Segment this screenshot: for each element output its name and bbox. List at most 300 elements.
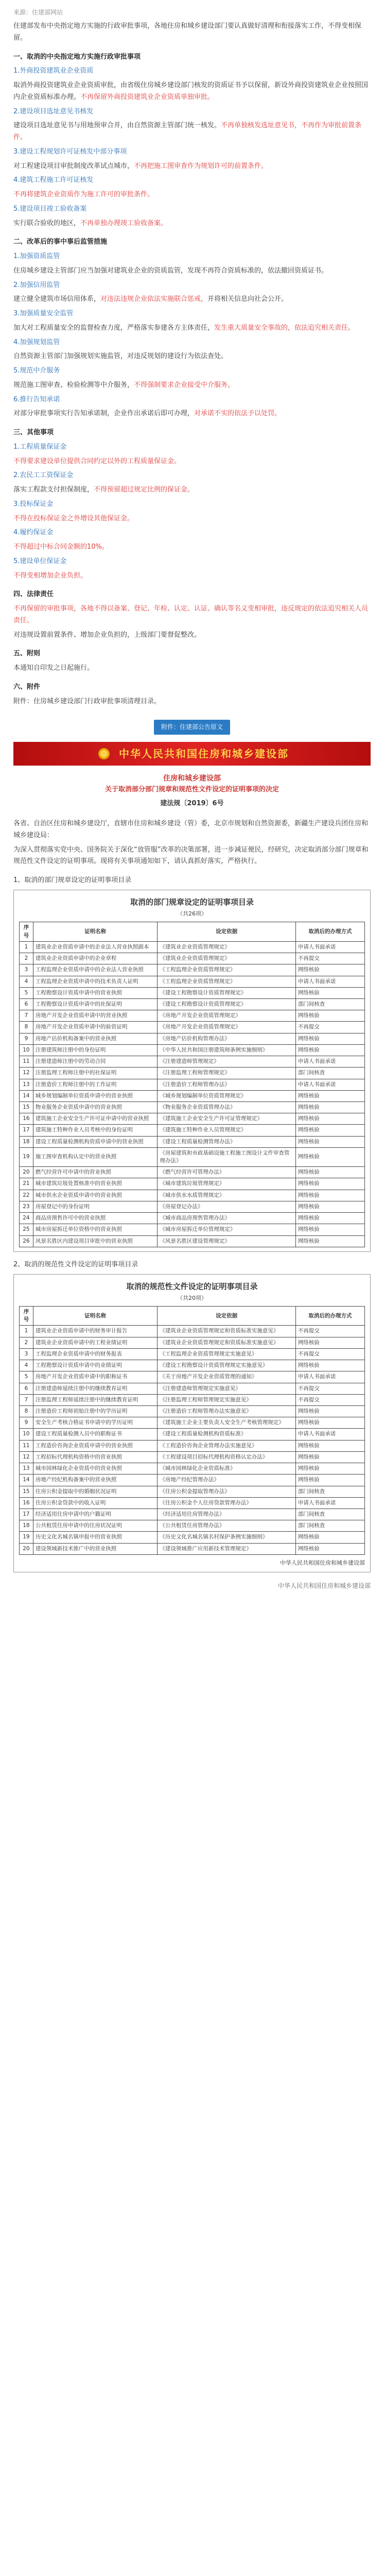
table-1-cell: 工程勘察设计资质申请中的社保证明 [33,998,158,1010]
table-1-cell: 22 [20,1190,33,1201]
table-2-cell: 13 [20,1463,33,1475]
table-2-cell: 《经济适用住房管理办法》 [158,1509,295,1520]
table-row [20,1213,365,1224]
table-1-cell: 部门间核查 [295,998,364,1010]
table-1-header-cell: 证明名称 [33,922,158,941]
table-row [20,1360,365,1371]
table-1-cell: 《工程监理企业资质管理规定》 [158,976,295,987]
table-1-cell: 19 [20,1147,33,1166]
table-1-cell: 《建设工程勘察设计资质管理规定》 [158,998,295,1010]
other-item-heading: 5.建设单位保证金 [13,557,67,565]
table-row [20,1090,365,1101]
table-1-cell: 注册造价工程师注册中的工作证明 [33,1079,158,1090]
table-1-cell: 12 [20,1067,33,1079]
table-1-cell: 不再提交 [295,1022,364,1033]
table-row [20,1235,365,1247]
table-row [20,1463,365,1475]
table-1-cell: 《城乡规划编制单位资质管理规定》 [158,1090,295,1101]
attachment-2-title: 2、取消的规范性文件设定的证明事项目录 [13,1260,138,1268]
table-1-cell: 18 [20,1136,33,1147]
table-row [20,1136,365,1147]
table-2-cell: 工程招标代理机构资格中的营业执照 [33,1451,158,1463]
table-row [20,1440,365,1451]
approval-item-text [13,80,371,104]
banner-title: 中华人民共和国住房和城乡建设部 [119,747,289,760]
table-row [20,1201,365,1212]
table-2-cell: 网络核验 [295,1451,364,1463]
table-1-cell: 不再提交 [295,953,364,964]
table-row [20,987,365,998]
table-2 [19,1306,365,1555]
table-1-cell: 物业服务企业资质申请中的营业执照 [33,1101,158,1113]
other-item-highlight: 不得要求建设单位提供合同约定以外的工程质量保证金。 [13,457,181,465]
table-1-cell: 8 [20,1022,33,1033]
table-1-cell: 《注册监理工程师管理规定》 [158,1067,295,1079]
approval-item-text [13,120,371,144]
table-1-cell: 《城市建筑垃圾管理规定》 [158,1178,295,1190]
table-1-cell: 1 [20,941,33,953]
table-1-cell: 建筑施工企业安全生产许可证申请中的营业执照 [33,1113,158,1125]
supervision-item-body: 自然资源主管部门加强规划实施监管，对违反规划的建设行为依法查处。 [13,352,228,361]
table-2-cell: 《建筑业企业资质管理规定和资质标准实施意见》 [158,1337,295,1348]
table-2-cell: 住房公积金提取中的婚姻状况证明 [33,1486,158,1497]
sheet-signature: 中华人民共和国住房和城乡建设部 [280,1559,365,1566]
table-1-cell: 工程监理企业资质申请中的企业法人营业执照 [33,964,158,976]
table-1-cell: 《风景名胜区建设管理规定》 [158,1235,295,1247]
table-2-cell: 《建设领域推广应用新技术管理规定》 [158,1543,295,1554]
table-1-cell: 房地产估价机构备案中的营业执照 [33,1033,158,1044]
supervision-item-text [13,380,371,392]
table-2-cell: 网络核验 [295,1532,364,1543]
table-2-cell: 网络核验 [295,1417,364,1429]
table-row [20,964,365,976]
table-1-cell: 网络核验 [295,1136,364,1147]
table-1-cell: 《燃气经营许可管理办法》 [158,1167,295,1178]
table-1-cell: 《建筑施工特种作业人员管理规定》 [158,1125,295,1136]
table-row [20,1079,365,1090]
approval-item-heading: 4.建筑工程施工许可证核发 [13,176,94,184]
table-2-cell: 网络核验 [295,1406,364,1417]
table-2-cell: 11 [20,1440,33,1451]
other-item-highlight: 不得变相增加企业负担。 [13,571,88,580]
table-2-cell: 安全生产考核合格证书申请中的学历证明 [33,1417,158,1429]
table-2-cell: 12 [20,1451,33,1463]
approval-item-text [13,189,371,201]
table-row [20,1406,365,1417]
table-1-cell: 网络核验 [295,1113,364,1125]
table-row [20,1113,365,1125]
table-1-cell: 商品房预售许可中的营业执照 [33,1213,158,1224]
table-1-cell: 网络核验 [295,1235,364,1247]
table-row [20,1520,365,1532]
table-2-cell: 房地产经纪机构备案中的营业执照 [33,1475,158,1486]
table-2-cell: 公共租赁住房申请中的住房状况证明 [33,1520,158,1532]
table-1-cell: 《房屋登记办法》 [158,1201,295,1212]
table-2-cell: 2 [20,1337,33,1348]
table-2-cell: 6 [20,1383,33,1394]
approval-item-text [13,218,371,230]
table-row [20,1486,365,1497]
table-row [20,1044,365,1056]
source-line: 来源：住建部网站 [13,9,63,16]
table-1-cell: 建筑施工特种作业人员考核中的身份证明 [33,1125,158,1136]
other-item-highlight: 不得超过中标合同金额的10%。 [13,543,109,551]
table-1-cell: 14 [20,1090,33,1101]
table-2-cell: 5 [20,1371,33,1383]
section-heading-6: 六、附件 [13,683,41,691]
table-1-cell: 15 [20,1101,33,1113]
table-2-cell: 《历史文化名城名镇名村保护条例实施细则》 [158,1532,295,1543]
supervision-item-tail: 并将相关信息向社会公开。 [207,295,288,303]
table-1-cell: 建筑业企业资质申请中的企业法人营业执照副本 [33,941,158,953]
table-1-cell: 10 [20,1044,33,1056]
table-row [20,1509,365,1520]
table-2-cell: 申请人书面承诺 [295,1497,364,1509]
supervision-item-highlight: 对违法违规企业依法实施联合惩戒， [100,295,208,303]
table-2-cell: 建筑业企业资质申请中的财务审计报告 [33,1326,158,1337]
table-1-cell: 网络核验 [295,987,364,998]
supervision-item-heading: 5.规范中介服务 [13,367,60,375]
end-text: 附件：住房城乡建设部门行政审批事项清理目录。 [13,697,161,705]
table-1-cell: 23 [20,1201,33,1212]
table-1-cell: 网络核验 [295,1010,364,1022]
table-2-cell: 《注册监理工程师管理规定实施意见》 [158,1394,295,1405]
table-2-cell: 《工程建设项目招标代理机构资格认定办法》 [158,1451,295,1463]
table-2-cell: 注册造价工程师初始注册中的学历证明 [33,1406,158,1417]
table-row [20,1056,365,1067]
other-item-text [13,570,371,582]
table-1-cell: 网络核验 [295,1125,364,1136]
table-2-cell: 《公共租赁住房管理办法》 [158,1520,295,1532]
table-row [20,1178,365,1190]
attachment-1-title: 1、取消的部门规章设定的证明事项目录 [13,876,132,885]
table-1-cell: 网络核验 [295,1101,364,1113]
table-2-cell: 《城市园林绿化企业资质标准》 [158,1463,295,1475]
approval-item-heading: 5.建设项目竣工验收备案 [13,205,87,213]
table-1-header-row [20,922,365,941]
table-2-cell: 网络核验 [295,1475,364,1486]
table-2-cell: 17 [20,1509,33,1520]
page-footer: 中华人民共和国住房和城乡建设部 [277,1582,371,1590]
table-2-cell: 《注册造价工程师管理办法实施意见》 [158,1406,295,1417]
table-2-cell: 《关于房地产开发企业资质管理的通知》 [158,1371,295,1383]
table-2-cell: 历史文化名城名镇申报中的营业执照 [33,1532,158,1543]
table-2-cell: 申请人书面承诺 [295,1371,364,1383]
table-1-cell: 城乡规划编制单位资质申请中的营业执照 [33,1090,158,1101]
table-1-cell: 建筑业企业资质申请中的企业章程 [33,953,158,964]
other-items-list [13,442,371,582]
table-2-cell: 网络核验 [295,1440,364,1451]
supervision-item-heading: 1.加强资质监管 [13,252,60,260]
table-1-cell: 网络核验 [295,964,364,976]
section-heading-3: 三、其他事项 [13,429,54,436]
table-1-cell: 城市供水企业资质申请中的营业执照 [33,1190,158,1201]
table-1-cell: 网络核验 [295,1213,364,1224]
table-1-cell: 7 [20,1010,33,1022]
approval-item-heading: 1.外商投资建筑业企业资质 [13,67,94,75]
table-2-cell: 《住房公积金提取管理办法》 [158,1486,295,1497]
supervision-list [13,251,371,420]
attachment-2-sheet [13,1274,371,1573]
table-2-cell: 《建设工程勘察设计资质管理规定实施意见》 [158,1360,295,1371]
table-1-cell: 《建筑业企业资质管理规定》 [158,953,295,964]
table-2-cell: 15 [20,1486,33,1497]
table-row [20,1371,365,1383]
table-2-header-cell: 证明名称 [33,1307,158,1326]
table-1-cell: 17 [20,1125,33,1136]
table-row [20,1475,365,1486]
table-1-cell: 《中华人民共和国注册建筑师条例实施细则》 [158,1044,295,1056]
other-item-highlight: 不得在投标保证金之外增设其他保证金。 [13,514,134,522]
table-2-cell: 不再提交 [295,1326,364,1337]
other-item-heading: 2.农民工工资保证金 [13,471,74,480]
other-item-heading: 1.工程质量保证金 [13,443,67,451]
other-item-body: 落实工程款支付担保制度， [13,486,94,494]
table-1-cell: 燃气经营许可申请中的营业执照 [33,1167,158,1178]
supervision-item-heading: 4.加强规划监管 [13,338,60,346]
table-2-cell: 7 [20,1394,33,1405]
approval-item-body: 对工程建设项目审批制度改革试点城市， [13,162,134,170]
section-heading-5: 五、附则 [13,650,41,658]
table-row [20,1147,365,1166]
table-1-cell: 网络核验 [295,1201,364,1212]
table-2-cell: 4 [20,1360,33,1371]
table-1-cell: 《城市房屋拆迁单位管理规定》 [158,1224,295,1235]
table-1-cell: 《房地产开发企业资质管理规定》 [158,1010,295,1022]
doc-body: 为深入贯彻落实党中央、国务院关于深化“放管服”改革的决策部署，进一步减证便民，经研究，决定取消部分部门规章和规范性文件设定的证明事项。现将有关事项通知如下，请认真抓好落实，严格执行。 [13,845,369,866]
table-row [20,1022,365,1033]
table-2-cell: 工程勘察设计资质申请中的业绩证明 [33,1360,158,1371]
table-1-title: 取消的部门规章设定的证明事项目录 [130,897,254,907]
table-1-cell: 房地产开发企业资质申请中的验资证明 [33,1022,158,1033]
table-2-cell: 不再提交 [295,1383,364,1394]
table-2-cell: 房地产开发企业资质申请中的职称证书 [33,1371,158,1383]
table-1-cell: 网络核验 [295,1147,364,1166]
table-1-cell: 申请人书面承诺 [295,941,364,953]
table-1 [19,922,365,1247]
table-row [20,1497,365,1509]
law-red-text: 不再保留的审批事项，各地不得以备案、登记、年检、认定、认证、确认等名义变相审批，违反规定的依法追究相关人员责任。 [13,605,369,624]
table-row [20,1190,365,1201]
approval-item-heading: 2.建设项目选址意见书核发 [13,107,94,115]
intro-paragraph: 住建部发布中央指定地方实施的行政审批事项，各地住房和城乡建设部门要认真做好清理和衔接落实工作，不得变相保留。 [13,22,362,42]
table-2-cell: 18 [20,1520,33,1532]
supervision-item-body: 住房城乡建设主管部门应当加强对建筑业企业的资质监管，发现不再符合资质标准的，依法撤回资质证书。 [13,266,328,275]
table-2-cell: 8 [20,1406,33,1417]
table-1-cell: 注册建筑师注册中的身份证明 [33,1044,158,1056]
table-1-cell: 《物业服务企业资质管理办法》 [158,1101,295,1113]
table-row [20,941,365,953]
table-row [20,1033,365,1044]
table-2-cell: 城市园林绿化企业资质中的营业执照 [33,1463,158,1475]
approval-item-highlight: 不再单独核发选址意见书，不再作为审批前置条件。 [13,122,362,141]
table-row [20,1348,365,1360]
table-1-header-cell: 取消后的办理方式 [295,922,364,941]
table-1-cell: 9 [20,1033,33,1044]
table-1-cell: 《建筑业企业资质管理规定》 [158,941,295,953]
table-1-cell: 网络核验 [295,1190,364,1201]
table-2-header-cell: 序号 [20,1307,33,1326]
table-1-header-cell: 设定依据 [158,922,295,941]
table-row [20,1101,365,1113]
supervision-item-heading: 6.推行告知承诺 [13,395,60,403]
approval-item-body: 建设项目选址意见书与用地预审合并，由自然资源主管部门统一核发。 [13,122,221,130]
table-1-cell: 《房屋建筑和市政基础设施工程施工图设计文件审查管理办法》 [158,1147,295,1166]
table-2-cell: 网络核验 [295,1463,364,1475]
table-1-cell: 11 [20,1056,33,1067]
table-2-cell: 10 [20,1429,33,1440]
table-1-cell: 房屋登记中的身份证明 [33,1201,158,1212]
table-1-cell: 风景名胜区内建设项目审批中的营业执照 [33,1235,158,1247]
table-2-cell: 工程监理企业资质申请中的财务报表 [33,1348,158,1360]
table-1-body [20,941,365,1247]
section-heading-2: 二、改革后的事中事后监管措施 [13,238,108,246]
table-1-cell: 13 [20,1079,33,1090]
law-text: 对违规设置前置条件、增加企业负担的，上级部门要督促整改。 [13,631,201,639]
table-2-cell: 《注册建造师管理规定实施意见》 [158,1383,295,1394]
table-row [20,1167,365,1178]
supervision-item-body: 规范施工图审查、检验检测等中介服务， [13,381,134,389]
table-2-cell: 不再提交 [295,1348,364,1360]
table-row [20,1543,365,1554]
table-1-cell: 16 [20,1113,33,1125]
table-2-cell: 工程造价咨询企业资质申请中的营业执照 [33,1440,158,1451]
table-row [20,1337,365,1348]
table-row [20,998,365,1010]
table-row [20,1532,365,1543]
supervision-item-body: 加大对工程质量安全的监督检查力度，严格落实参建各方主体责任， [13,324,215,332]
table-row [20,1383,365,1394]
table-2-cell: 部门间核查 [295,1520,364,1532]
table-row [20,1224,365,1235]
table-1-cell: 施工图审查机构认定中的营业执照 [33,1147,158,1166]
table-1-cell: 申请人书面承诺 [295,976,364,987]
table-1-cell: 申请人书面承诺 [295,1079,364,1090]
table-2-count: （共20项） [177,1294,207,1301]
supervision-item-text [13,265,371,277]
table-2-cell: 网络核验 [295,1337,364,1348]
approval-item-highlight: 不再保留外商投资建筑业企业资质单独审批。 [80,93,215,101]
table-1-count: （共26项） [177,910,207,918]
table-1-cell: 《建设工程质量检测管理办法》 [158,1136,295,1147]
table-row [20,1067,365,1079]
table-2-cell: 1 [20,1326,33,1337]
table-1-cell: 城市房屋拆迁单位资格中的营业执照 [33,1224,158,1235]
national-emblem-icon [95,745,113,762]
table-1-cell: 《注册造价工程师管理办法》 [158,1079,295,1090]
supervision-item-text [13,294,371,306]
table-1-cell: 注册建造师注册中的劳动合同 [33,1056,158,1067]
approval-item-highlight: 不再把施工图审查作为规划许可的前置条件。 [134,162,268,170]
table-1-cell: 房地产开发企业资质申请中的营业执照 [33,1010,158,1022]
ministry-banner [13,742,371,766]
table-1-cell: 《建设工程勘察设计资质管理规定》 [158,987,295,998]
table-2-cell: 建设工程质量检测人员中的职称证书 [33,1429,158,1440]
approval-item-highlight: 不再单独办理竣工验收备案。 [80,219,168,227]
table-1-cell: 5 [20,987,33,998]
supervision-item-heading: 3.加强质量安全监管 [13,310,74,317]
table-1-cell: 20 [20,1167,33,1178]
table-2-cell: 《房地产经纪管理办法》 [158,1475,295,1486]
table-2-cell: 20 [20,1543,33,1554]
other-item-text [13,484,371,496]
table-1-cell: 网络核验 [295,1090,364,1101]
table-2-cell: 部门间核查 [295,1486,364,1497]
other-item-highlight: 不得预留超过规定比例的保证金。 [94,486,195,494]
approval-item-body: 取消外商投资建筑业企业资质审批，由省级住房城乡建设部门核发的资质证书予以保留，新设外商投资建筑业企业按照国内企业资质标准办理。 [13,81,369,101]
table-row [20,1451,365,1463]
other-item-heading: 4.履约保证金 [13,529,54,537]
table-2-cell: 14 [20,1475,33,1486]
table-2-header-cell: 取消后的办理方式 [295,1307,364,1326]
table-1-cell: 《工程监理企业资质管理规定》 [158,964,295,976]
table-row [20,1417,365,1429]
section-heading-4: 四、法律责任 [13,590,54,599]
doc-org: 住房和城乡建设部 [163,774,221,783]
table-2-cell: 网络核验 [295,1360,364,1371]
table-2-cell: 16 [20,1497,33,1509]
table-2-cell: 19 [20,1532,33,1543]
original-notice-button[interactable]: 附件：住建部公告原文 [154,720,230,735]
table-1-cell: 网络核验 [295,1044,364,1056]
approval-items-list [13,65,371,229]
table-1-cell: 网络核验 [295,1033,364,1044]
table-1-cell: 工程监理企业资质申请中的技术负责人证明 [33,976,158,987]
table-1-cell: 网络核验 [295,1178,364,1190]
table-1-cell: 网络核验 [295,1224,364,1235]
table-1-cell: 《城市商品房预售管理办法》 [158,1213,295,1224]
table-1-cell: 26 [20,1235,33,1247]
attach-text: 本通知自印发之日起施行。 [13,664,94,672]
button-row [13,720,371,735]
table-row [20,953,365,964]
table-1-cell: 《房地产开发企业资质管理规定》 [158,1022,295,1033]
table-row [20,976,365,987]
other-item-text [13,541,371,553]
table-1-cell: 注册监理工程师注册中的社保证明 [33,1067,158,1079]
supervision-item-highlight: 不得强制要求企业接受中介服务。 [134,381,235,389]
table-row [20,1429,365,1440]
table-1-cell: 《建筑施工企业安全生产许可证管理规定》 [158,1113,295,1125]
approval-item-heading: 3.建设工程规划许可证核发中部分事项 [13,147,127,156]
table-2-header-cell: 设定依据 [158,1307,295,1326]
table-2-cell: 经济适用住房申请中的户籍证明 [33,1509,158,1520]
table-1-cell: 工程勘察设计资质申请中的营业执照 [33,987,158,998]
other-item-text [13,456,371,468]
table-2-cell: 申请人书面承诺 [295,1429,364,1440]
table-1-cell: 网络核验 [295,1167,364,1178]
supervision-item-highlight: 对承诺不实的依法予以处罚。 [194,410,282,418]
table-1-cell: 21 [20,1178,33,1190]
table-2-cell: 注册建造师延续注册中的继续教育证明 [33,1383,158,1394]
other-item-heading: 3.投标保证金 [13,500,54,508]
section-heading-1: 一、取消的中央指定地方实施行政审批事项 [13,53,141,61]
doc-title: 关于取消部分部门规章和规范性文件设定的证明事项的决定 [104,785,279,793]
table-1-cell: 《注册建造师管理规定》 [158,1056,295,1067]
table-1-cell: 6 [20,998,33,1010]
table-row [20,1125,365,1136]
supervision-item-text [13,351,371,363]
table-2-cell: 《工程监理企业资质管理规定实施意见》 [158,1348,295,1360]
table-1-cell: 建设工程质量检测机构资质申请中的营业执照 [33,1136,158,1147]
table-1-cell: 2 [20,953,33,964]
table-1-cell: 24 [20,1213,33,1224]
table-1-cell: 4 [20,976,33,987]
table-row [20,1010,365,1022]
table-2-cell: 部门间核查 [295,1509,364,1520]
table-2-cell: 《建筑业企业资质管理规定和资质标准实施意见》 [158,1326,295,1337]
supervision-item-body: 建立健全建筑市场信用体系， [13,295,101,303]
